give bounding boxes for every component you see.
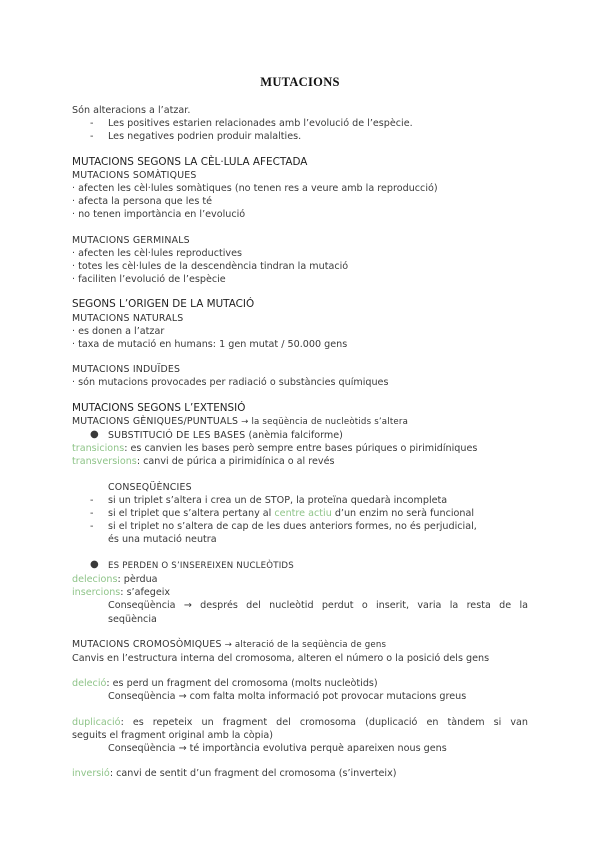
duplication-consequence: Conseqüència → té importància evolutiva perquè apareixen nous gens (108, 742, 447, 754)
bullet-marker: ● (90, 429, 99, 441)
definition-transitions: transicions: es canvien les bases però sempre entre bases púriques o pirimidíniques (72, 443, 478, 455)
section-heading-origin: SEGONS L’ORIGEN DE LA MUTACIÓ (72, 298, 255, 311)
list-item: · afecten les cèl·lules somàtiques (no tenen res a veure amb la reproducció) (72, 183, 438, 195)
document-title: MUTACIONS (260, 75, 340, 89)
list-item: · no tenen importància en l’evolució (72, 209, 246, 221)
definition-deletion: deleció: es perd un fragment del cromosoma (molts nucleòtids) (72, 678, 378, 690)
bullet-lost-inserted: ● ES PERDEN O S’INSEREIXEN NUCLEÒTIDS (90, 558, 294, 571)
subheading-consequences: CONSEQÜÈNCIES (108, 481, 192, 493)
document-body (72, 104, 528, 780)
intro-list-item: - Les positives estarien relacionades amb l’evolució de l’espècie. (90, 118, 413, 130)
bullet-marker: ● (90, 558, 99, 570)
consequence-block: Conseqüència → després del nucleòtid perdut o inserit, varia la resta de la seqüència (108, 600, 528, 625)
bullet-substitution: ● SUBSTITUCIÓ DE LES BASES (anèmia falciforme) (90, 429, 343, 442)
section-heading-cell: MUTACIONS SEGONS LA CÈL·LULA AFECTADA (72, 155, 308, 168)
subheading-chromosomal: MUTACIONS CROMOSÒMIQUES → alteració de la seqüència de gens (72, 638, 387, 650)
list-item: · són mutacions provocades per radiació o substàncies químiques (72, 377, 389, 389)
consequence-item-continuation: és una mutació neutra (108, 534, 217, 546)
list-item: · faciliten l’evolució de l’espècie (72, 274, 226, 286)
subheading-genic: MUTACIONS GÈNIQUES/PUNTUALS → la seqüència de nucleòtids s’altera (72, 415, 409, 427)
consequence-item: - si el triplet no s’altera de cap de les dues anteriors formes, no és perjudicial, (90, 521, 477, 533)
list-item: · es donen a l’atzar (72, 325, 165, 337)
intro-text: Són alteracions a l’atzar. (72, 105, 191, 116)
definition-duplication: duplicació: es repeteix un fragment del cromosoma (duplicació en tàndem si van (72, 716, 528, 728)
dash-marker: - (90, 118, 94, 130)
section-heading-extension: MUTACIONS SEGONS L’EXTENSIÓ (72, 401, 246, 414)
dash-marker: - (90, 521, 94, 533)
subheading-induced: MUTACIONS INDUÏDES (72, 364, 181, 376)
consequence-item: - si el triplet que s’altera pertany al centre actiu d’un enzim no serà funcional (90, 508, 475, 520)
definition-deletions: delecions: pèrdua (72, 573, 158, 585)
subheading-natural: MUTACIONS NATURALS (72, 312, 184, 324)
definition-transversions: transversions: canvi de púrica a pirimidínica o al revés (72, 456, 335, 468)
subheading-germinal: MUTACIONS GERMINALS (72, 234, 190, 246)
deletion-consequence: Conseqüència → com falta molta informació pot provocar mutacions greus (108, 691, 467, 703)
list-item: · taxa de mutació en humans: 1 gen mutat / 50.000 gens (72, 339, 348, 351)
definition-insertions: insercions: s’afegeix (72, 587, 171, 599)
consequence-item: - si un triplet s’altera i crea un de STOP, la proteïna quedarà incompleta (90, 494, 448, 506)
dash-marker: - (90, 494, 94, 506)
chromosomal-description: Canvis en l’estructura interna del cromosoma, alteren el número o la posició dels gens (72, 652, 490, 664)
list-item: · afecten les cèl·lules reproductives (72, 247, 242, 259)
intro-list-item: - Les negatives podrien produir malalties. (90, 131, 302, 143)
list-item: · totes les cèl·lules de la descendència tindran la mutació (72, 261, 349, 273)
duplication-continuation: seguits el fragment original amb la còpia) (72, 729, 273, 741)
dash-marker: - (90, 131, 94, 143)
definition-inversion: inversió: canvi de sentit d’un fragment del cromosoma (s’inverteix) (72, 768, 397, 780)
dash-marker: - (90, 508, 94, 520)
subheading-somatic: MUTACIONS SOMÀTIQUES (72, 169, 197, 181)
list-item: · afecta la persona que les té (72, 196, 213, 208)
